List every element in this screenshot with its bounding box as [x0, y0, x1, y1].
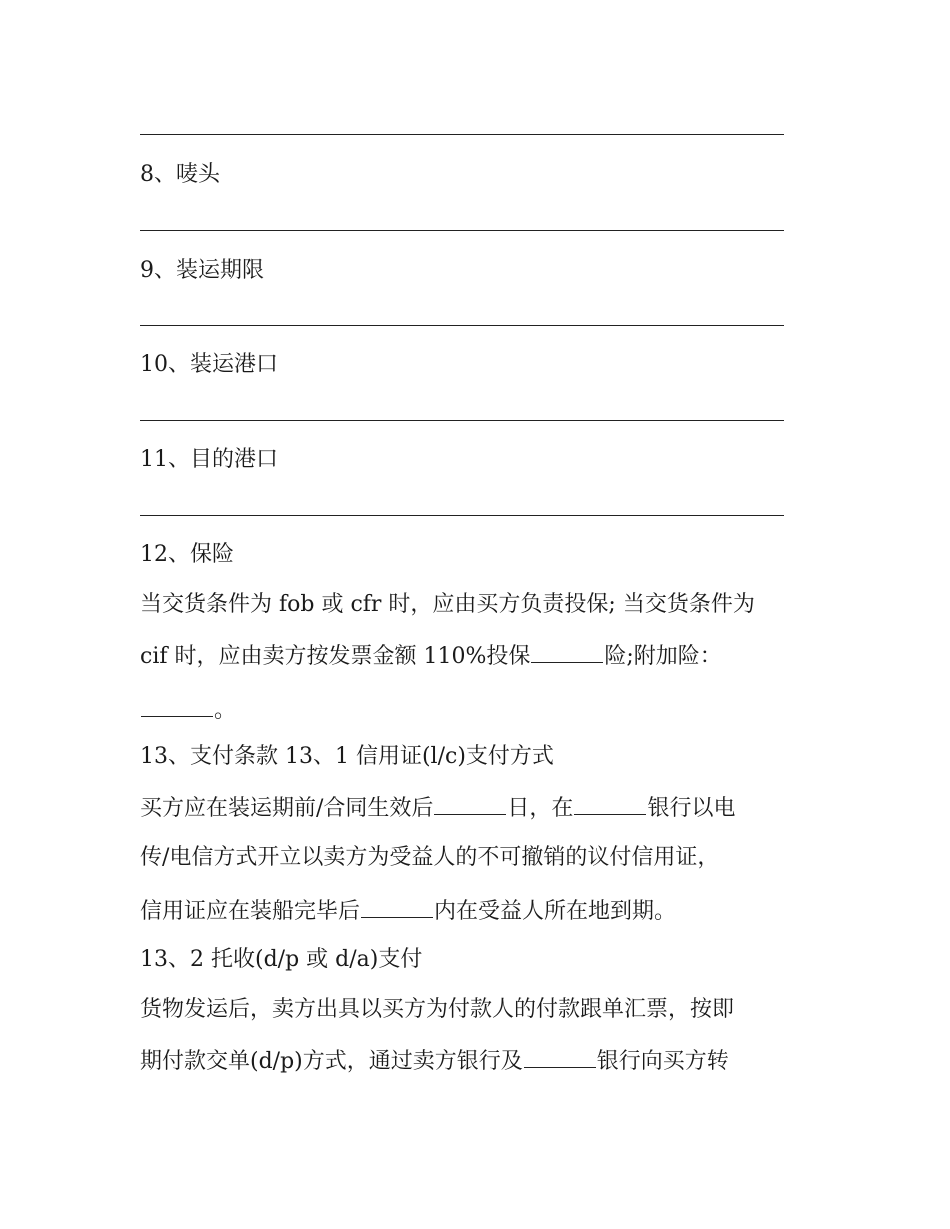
bank-blank — [574, 792, 646, 815]
section-11-title: 11、目的港口 — [140, 447, 278, 472]
section-10-title: 10、装运港口 — [140, 352, 278, 377]
section-13-1-text-3a: 信用证应在装船完毕后 — [140, 899, 361, 924]
section-13-1-text-line-2: 传/电信方式开立以卖方为受益人的不可撤销的议付信用证， — [140, 845, 720, 870]
section-13-2-text-2b: 银行向买方转 — [596, 1049, 729, 1074]
section-12-text-2a: cif 时，应由卖方按发票金额 110%投保 — [140, 644, 531, 669]
section-13-2-text-line-1: 货物发运后，卖方出具以买方为付款人的付款跟单汇票，按即 — [140, 997, 735, 1022]
section-8-title: 8、唛头 — [140, 162, 220, 187]
section-12-text-3b: 。 — [214, 698, 237, 723]
insurance-type-blank — [531, 640, 603, 663]
fill-line-10 — [140, 420, 784, 421]
section-13-2-text-line-2 — [140, 1045, 729, 1077]
section-13-1-text-1b: 日，在 — [507, 796, 574, 821]
section-13-1-text-line-3 — [140, 895, 676, 927]
section-12-text-line-2 — [140, 640, 722, 672]
section-13-1-text-3b: 内在受益人所在地到期。 — [434, 899, 677, 924]
section-12-text-2b: 险;附加险： — [604, 644, 722, 669]
days-blank — [434, 792, 506, 815]
fill-line-8 — [140, 230, 784, 231]
fill-line-11 — [140, 515, 784, 516]
section-13-1-text-line-1 — [140, 792, 735, 824]
fill-line-9 — [140, 325, 784, 326]
section-12-text-line-3 — [140, 694, 236, 726]
section-13-2-title: 13、2 托收(d/p 或 d/a)支付 — [140, 947, 423, 972]
section-13-title: 13、支付条款 13、1 信用证(l/c)支付方式 — [140, 744, 554, 769]
section-9-title: 9、装运期限 — [140, 258, 264, 283]
section-12-title: 12、保险 — [140, 542, 234, 567]
fill-line-7 — [140, 134, 784, 135]
section-13-1-text-1c: 银行以电 — [647, 796, 736, 821]
collecting-bank-blank — [524, 1045, 596, 1068]
section-13-2-text-2a: 期付款交单(d/p)方式，通过卖方银行及 — [140, 1049, 523, 1074]
expiry-blank — [361, 895, 433, 918]
additional-insurance-blank — [141, 694, 213, 717]
section-12-text-line-1: 当交货条件为 fob 或 cfr 时，应由买方负责投保; 当交货条件为 — [140, 592, 755, 617]
section-13-1-text-1a: 买方应在装运期前/合同生效后 — [140, 796, 434, 821]
